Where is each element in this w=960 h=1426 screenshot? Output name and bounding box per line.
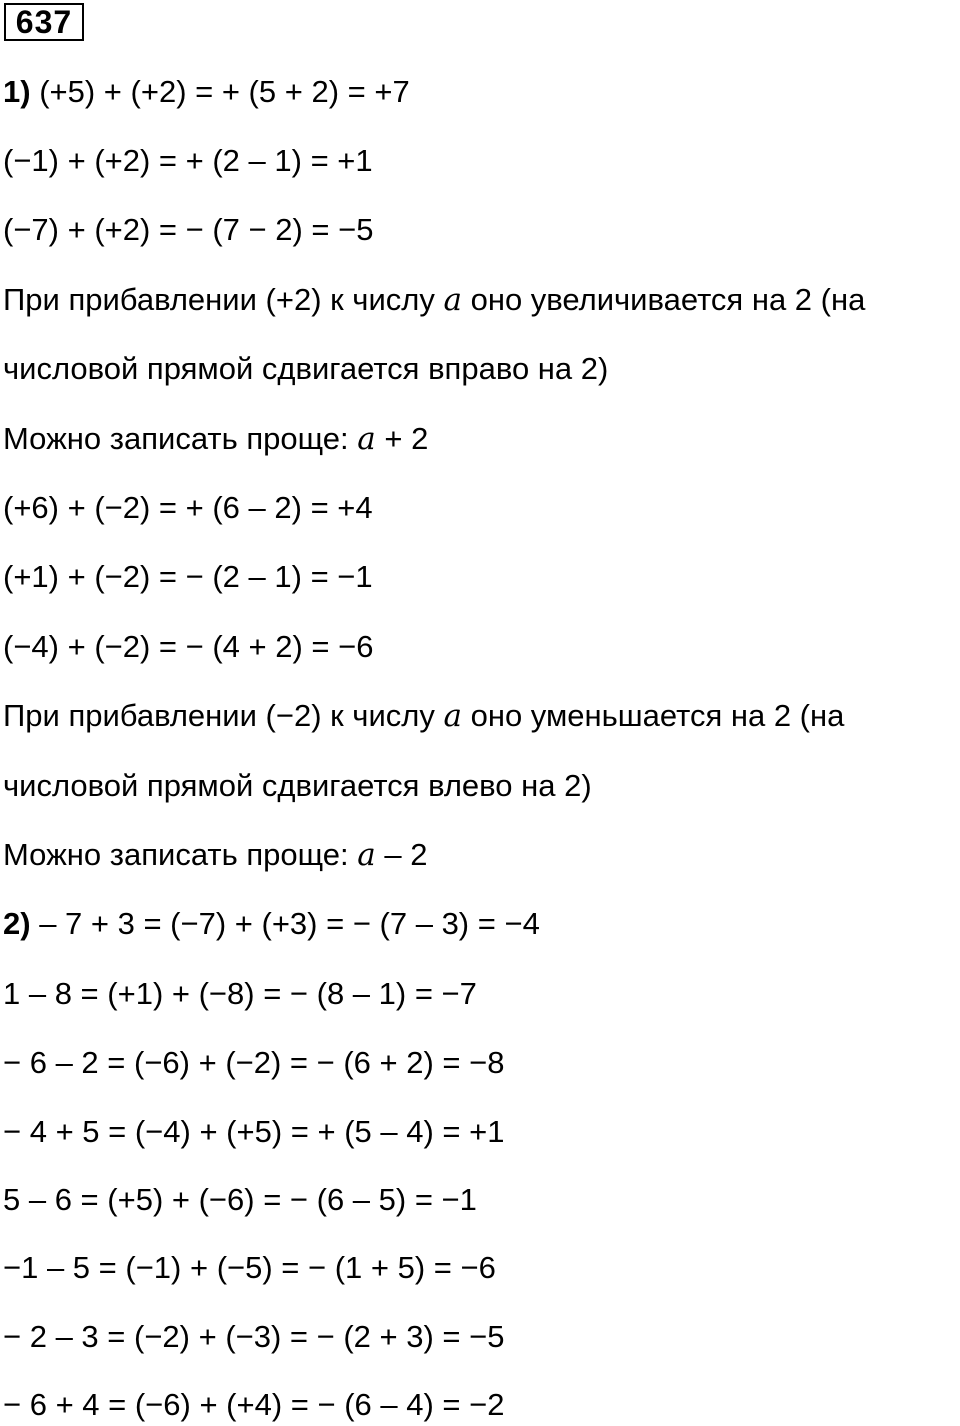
explanation-plus-end: оно увеличивается на 2 (на (461, 282, 866, 317)
part2-line: − 6 – 2 = (−6) + (−2) = − (6 + 2) = −8 (3, 1045, 505, 1080)
explanation-plus-start: При прибавлении (+2) к числу (3, 282, 444, 317)
part1-explanation-plus (3, 280, 865, 320)
part2-line: 1 – 8 = (+1) + (−8) = − (8 – 1) = −7 (3, 976, 477, 1011)
variable-a: a (443, 282, 462, 318)
part1-eq2: (−1) + (+2) = + (2 – 1) = +1 (3, 143, 373, 178)
variable-a: a (443, 698, 462, 734)
task-number-box: 637 (4, 3, 84, 41)
simpler-plus-end: + 2 (375, 421, 429, 456)
explanation-minus-start: При прибавлении (−2) к числу (3, 698, 444, 733)
part2-label: 2) (3, 906, 31, 941)
simpler-plus-start: Можно записать проще: (3, 421, 358, 456)
part1-eq1 (3, 72, 410, 112)
part2-line: − 4 + 5 = (−4) + (+5) = + (5 – 4) = +1 (3, 1114, 505, 1149)
variable-a: a (357, 421, 376, 457)
part1-label: 1) (3, 74, 31, 109)
part1-explanation-minus-cont: числовой прямой сдвигается влево на 2) (3, 768, 592, 803)
simpler-minus-end: – 2 (375, 837, 428, 872)
part2-line: −1 – 5 = (−1) + (−5) = − (1 + 5) = −6 (3, 1250, 496, 1285)
part2-eq1 (3, 904, 540, 944)
part1-eq5: (+1) + (−2) = − (2 – 1) = −1 (3, 559, 373, 594)
part2-line: − 2 – 3 = (−2) + (−3) = − (2 + 3) = −5 (3, 1319, 505, 1354)
part2-line: 5 – 6 = (+5) + (−6) = − (6 – 5) = −1 (3, 1182, 477, 1217)
part1-explanation-plus-cont: числовой прямой сдвигается вправо на 2) (3, 351, 609, 386)
part1-simpler-plus (3, 419, 428, 459)
part2-eq1-text: – 7 + 3 = (−7) + (+3) = − (7 – 3) = −4 (30, 906, 540, 941)
part1-eq6: (−4) + (−2) = − (4 + 2) = −6 (3, 629, 374, 664)
part1-eq1-text: (+5) + (+2) = + (5 + 2) = +7 (39, 74, 410, 109)
part1-simpler-minus (3, 835, 427, 875)
part2-line: − 6 + 4 = (−6) + (+4) = − (6 – 4) = −2 (3, 1387, 505, 1422)
explanation-minus-end: оно уменьшается на 2 (на (461, 698, 845, 733)
part1-eq4: (+6) + (−2) = + (6 – 2) = +4 (3, 490, 373, 525)
part1-eq3: (−7) + (+2) = − (7 − 2) = −5 (3, 212, 374, 247)
simpler-minus-start: Можно записать проще: (3, 837, 358, 872)
part1-explanation-minus (3, 696, 844, 736)
variable-a: a (357, 837, 376, 873)
